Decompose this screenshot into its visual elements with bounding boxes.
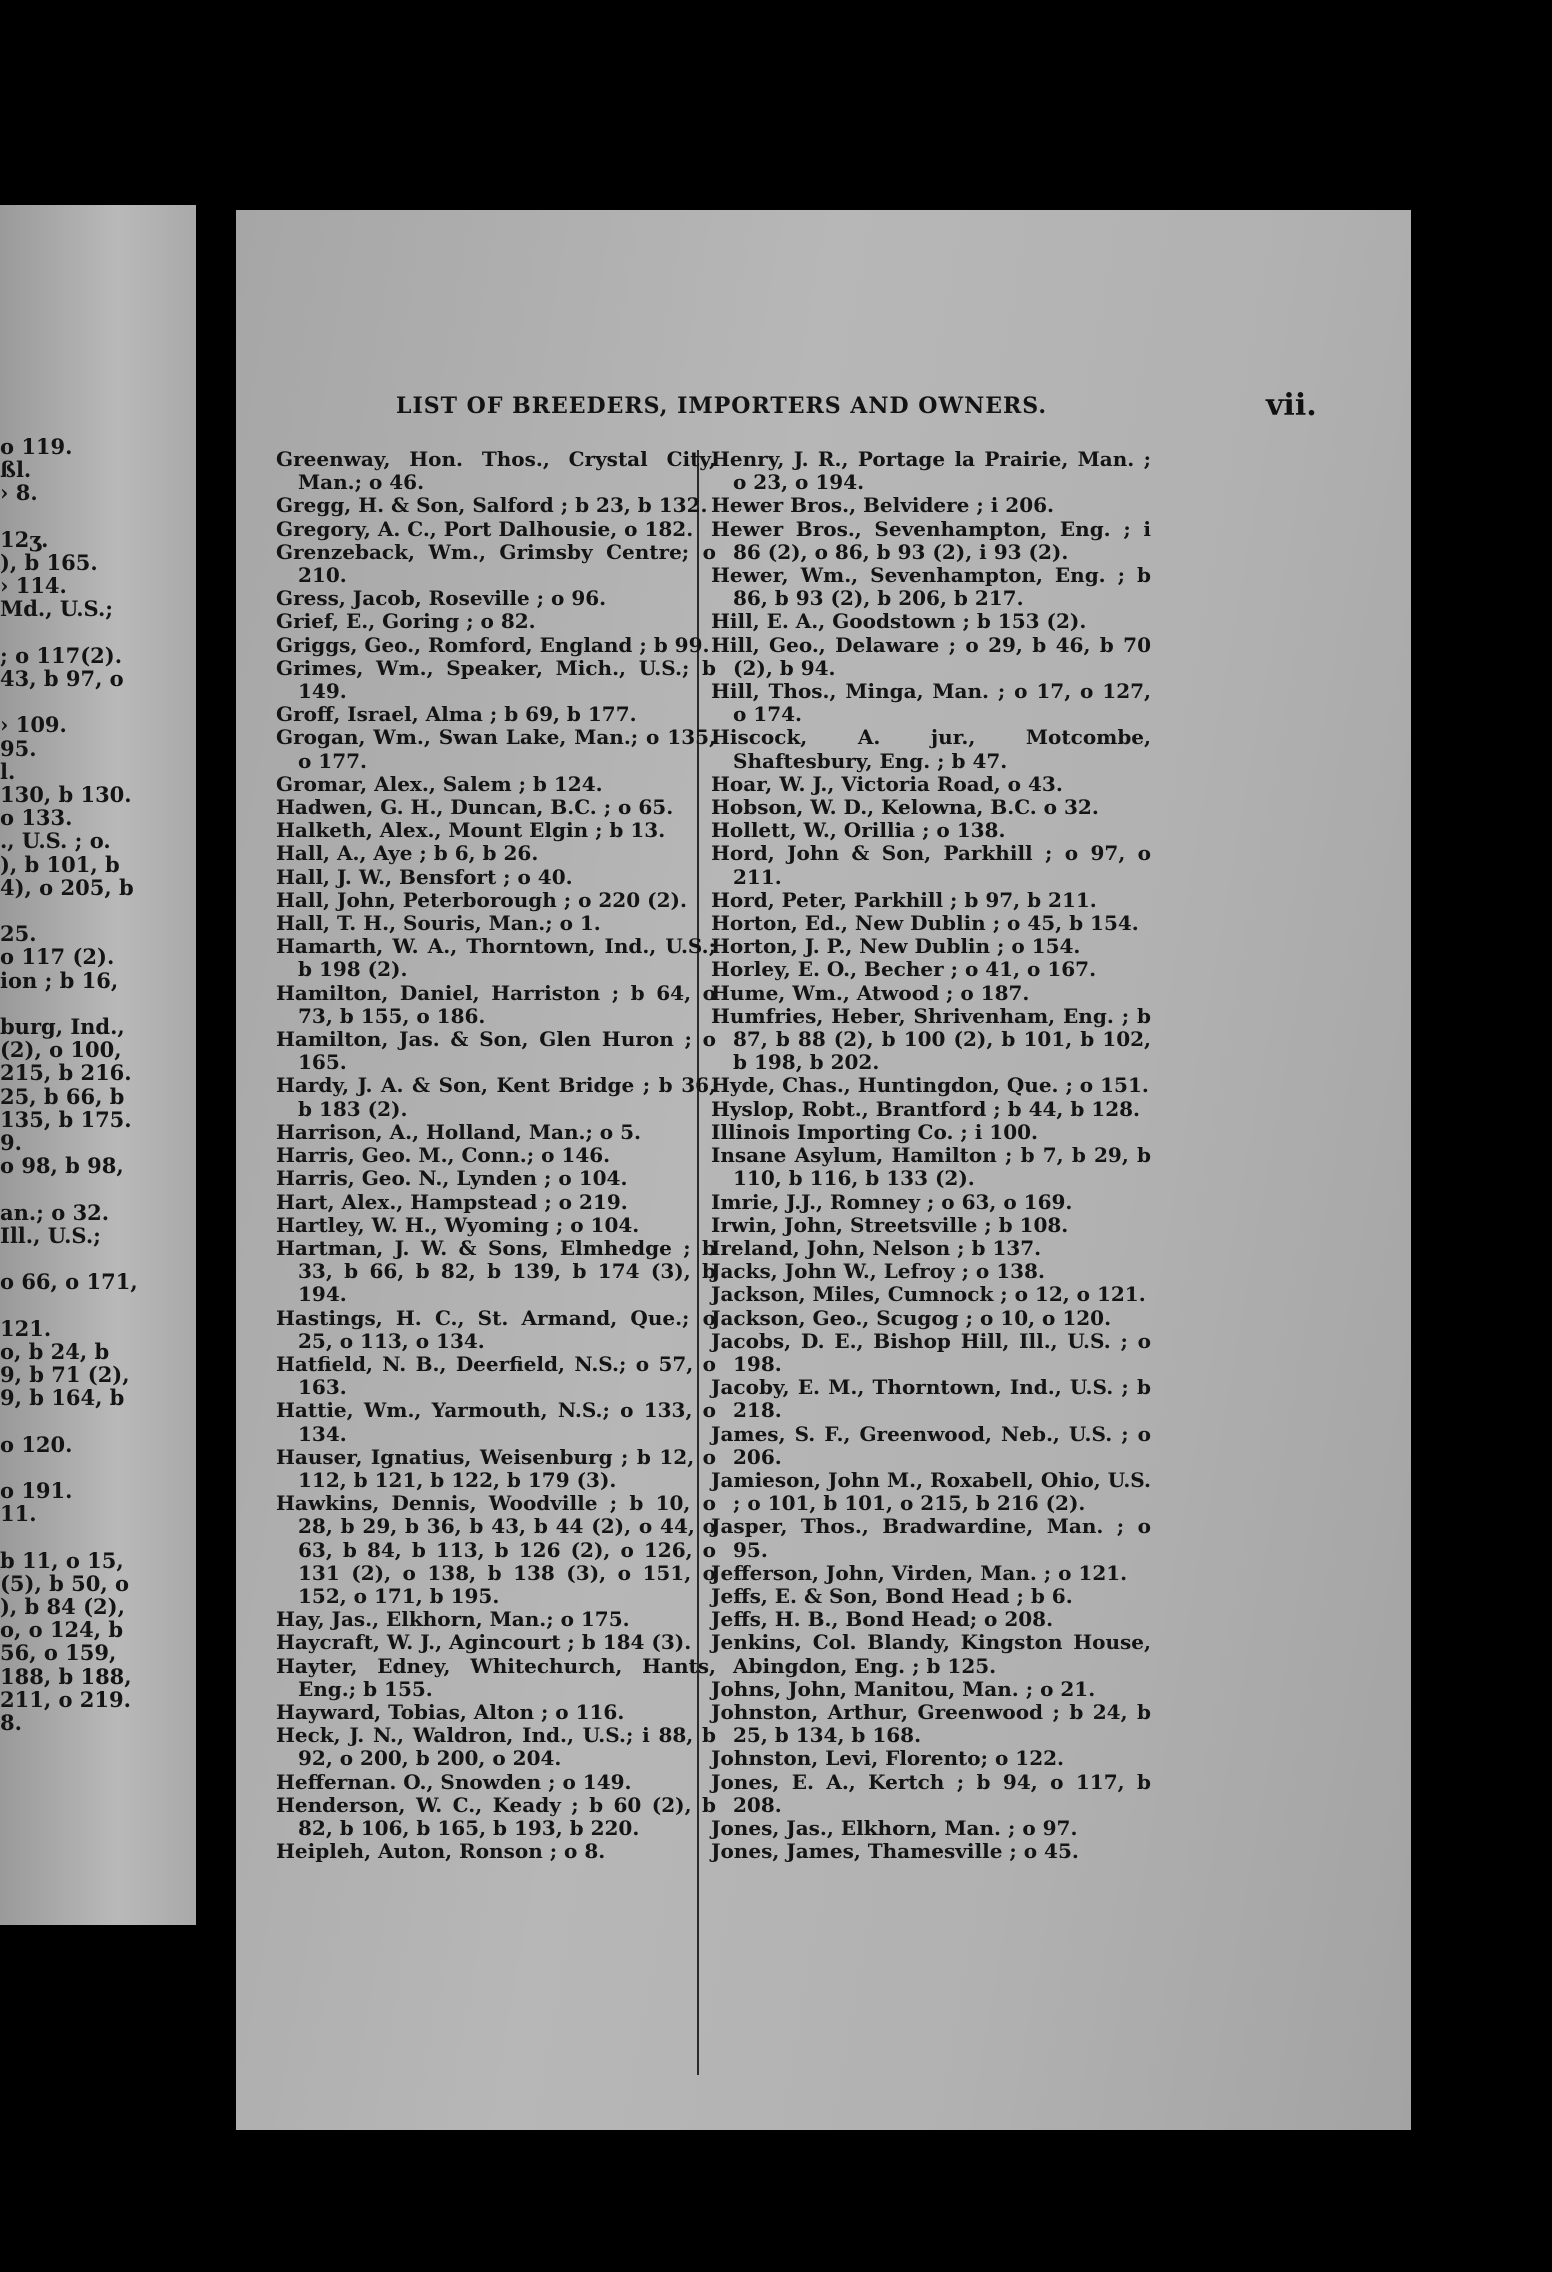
index-entry: Jeffs, H. B., Bond Head; o 208.: [711, 1607, 1054, 1632]
index-entry: Hall, A., Aye ; b 6, b 26.: [276, 841, 539, 866]
index-entry: Hewer Bros., Sevenhampton, Eng. ; i 86 (2), o 86, b 93 (2), i 93 (2).: [711, 516, 1151, 564]
index-entry: Hewer Bros., Belvidere ; i 206.: [711, 493, 1054, 518]
left-page-line: 188, b 188,: [0, 1663, 132, 1689]
left-page-line: 95.: [0, 735, 37, 761]
index-entry: Hall, J. W., Bensfort ; o 40.: [276, 864, 573, 889]
index-entry: Jacks, John W., Lefroy ; o 138.: [711, 1259, 1045, 1284]
index-entry: Jamieson, John M., Roxabell, Ohio, U.S. ; o 101, b 101, o 215, b 216 (2).: [711, 1467, 1151, 1516]
left-page-line: (2), o 100,: [0, 1037, 122, 1063]
index-entry: Hewer, Wm., Sevenhampton, Eng. ; b 86, b 93 (2), b 206, b 217.: [711, 563, 1151, 611]
index-entry: Henry, J. R., Portage la Prairie, Man. ; o 23, o 194.: [711, 447, 1151, 495]
left-page-line: 130, b 130.: [0, 782, 132, 807]
left-page-line: 25, b 66, b: [0, 1083, 125, 1109]
left-page-line: › 114.: [0, 573, 67, 599]
page-number: vii.: [1266, 388, 1317, 423]
index-entry: Hord, John & Son, Parkhill ; o 97, o 211.: [711, 841, 1151, 889]
index-entry: Grenzeback, Wm., Grimsby Centre; o 210.: [276, 539, 716, 588]
index-entry: Hartley, W. H., Wyoming ; o 104.: [276, 1212, 640, 1237]
index-entry: Hume, Wm., Atwood ; o 187.: [711, 980, 1030, 1005]
left-page-line: o 119.: [0, 434, 73, 459]
index-column-right: [711, 448, 1151, 1863]
left-page-line: o, o 124, b: [0, 1617, 124, 1643]
index-entry: Jackson, Geo., Scugog ; o 10, o 120.: [711, 1305, 1112, 1330]
left-page-line: 215, b 216.: [0, 1060, 132, 1086]
index-entry: James, S. F., Greenwood, Neb., U.S. ; o 206.: [711, 1421, 1151, 1469]
index-entry: Heck, J. N., Waldron, Ind., U.S.; i 88, b 92, o 200, b 200, o 204.: [276, 1723, 716, 1771]
index-entry: Illinois Importing Co. ; i 100.: [711, 1119, 1039, 1144]
index-entry: Hill, Thos., Minga, Man. ; o 17, o 127, o 174.: [711, 679, 1151, 727]
left-page-line: o 117 (2).: [0, 944, 115, 970]
left-page-line: o, b 24, b: [0, 1338, 110, 1364]
left-page-line: o 66, o 171,: [0, 1269, 138, 1295]
index-entry: Hall, John, Peterborough ; o 220 (2).: [276, 887, 687, 912]
left-page-line: 43, b 97, o: [0, 666, 124, 691]
index-entry: Harris, Geo. N., Lynden ; o 104.: [276, 1166, 628, 1191]
left-page-line: › 109.: [0, 712, 67, 738]
index-entry: Haycraft, W. J., Agincourt ; b 184 (3).: [276, 1630, 692, 1655]
left-page-line: 8.: [0, 1710, 22, 1735]
index-entry: Gress, Jacob, Roseville ; o 96.: [276, 586, 607, 611]
left-page-line: 9, b 164, b: [0, 1385, 125, 1411]
left-page-line: ßl.: [0, 457, 32, 483]
index-entry: Jeffs, E. & Son, Bond Head ; b 6.: [711, 1583, 1073, 1608]
index-entry: Grogan, Wm., Swan Lake, Man.; o 135, o 177.: [276, 725, 716, 773]
right-page: [236, 210, 1411, 2130]
index-entry: Jacobs, D. E., Bishop Hill, Ill., U.S. ; o 198.: [711, 1328, 1151, 1376]
index-entry: Irwin, John, Streetsville ; b 108.: [711, 1212, 1069, 1237]
left-page-line: ; o 117(2).: [0, 642, 123, 668]
index-entry: Hay, Jas., Elkhorn, Man.; o 175.: [276, 1607, 630, 1632]
index-entry: Jackson, Miles, Cumnock ; o 12, o 121.: [711, 1282, 1146, 1307]
index-entry: Hord, Peter, Parkhill ; b 97, b 211.: [711, 887, 1097, 912]
index-entry: Hamilton, Daniel, Harriston ; b 64, o 73, b 155, o 186.: [276, 980, 716, 1028]
left-page-line: 121.: [0, 1315, 52, 1341]
index-entry: Heffernan. O., Snowden ; o 149.: [276, 1769, 632, 1794]
left-page-line: ), b 101, b: [0, 851, 120, 877]
index-entry: Imrie, J.J., Romney ; o 63, o 169.: [711, 1189, 1073, 1214]
index-entry: Johnston, Levi, Florento; o 122.: [711, 1746, 1064, 1771]
left-page-line: an.; o 32.: [0, 1199, 110, 1225]
left-page-line: o 133.: [0, 805, 73, 831]
left-page-line: burg, Ind.,: [0, 1014, 125, 1039]
index-entry: Hawkins, Dennis, Woodville ; b 10, o 28, b 29, b 36, b 43, b 44 (2), o 44, o 63, b 84, b 113, b 126 (2), o 126, o 131 (2), o 138, b 138 (3), o 151, o 152, o 171, b 195.: [276, 1491, 716, 1608]
index-entry: Hayter, Edney, Whitechurch, Hants, Eng.; b 155.: [276, 1653, 716, 1701]
index-entry: Hartman, J. W. & Sons, Elmhedge ; b 33, b 66, b 82, b 139, b 174 (3), b 194.: [276, 1235, 716, 1307]
left-page-fragment: [0, 205, 196, 1925]
left-page-line: 211, o 219.: [0, 1686, 131, 1712]
index-entry: Groff, Israel, Alma ; b 69, b 177.: [276, 702, 637, 727]
index-entry: Grimes, Wm., Speaker, Mich., U.S.; b 149.: [276, 655, 716, 704]
index-entry: Hill, Geo., Delaware ; o 29, b 46, b 70 (2), b 94.: [711, 632, 1151, 680]
left-page-line: ion ; b 16,: [0, 967, 119, 993]
index-entry: Griggs, Geo., Romford, England ; b 99.: [276, 632, 710, 657]
index-entry: Harris, Geo. M., Conn.; o 146.: [276, 1143, 611, 1168]
left-page-line: 135, b 175.: [0, 1106, 132, 1132]
index-entry: Gregg, H. & Son, Salford ; b 23, b 132.: [276, 493, 708, 518]
index-entry: Jacoby, E. M., Thorntown, Ind., U.S. ; b 218.: [711, 1375, 1151, 1423]
index-entry: Hyde, Chas., Huntingdon, Que. ; o 151.: [711, 1073, 1149, 1098]
index-entry: Jefferson, John, Virden, Man. ; o 121.: [711, 1560, 1128, 1585]
index-entry: Hamarth, W. A., Thorntown, Ind., U.S.; b 198 (2).: [276, 934, 716, 982]
index-entry: Grief, E., Goring ; o 82.: [276, 609, 536, 634]
index-entry: Hill, E. A., Goodstown ; b 153 (2).: [711, 609, 1087, 634]
left-page-line: (5), b 50, o: [0, 1570, 129, 1596]
index-entry: Harrison, A., Holland, Man.; o 5.: [276, 1119, 641, 1144]
index-entry: Jasper, Thos., Bradwardine, Man. ; o 95.: [711, 1514, 1151, 1562]
index-entry: Hoar, W. J., Victoria Road, o 43.: [711, 771, 1063, 796]
left-page-line: l.: [0, 758, 16, 784]
left-page-line: 11.: [0, 1501, 37, 1527]
index-entry: Horley, E. O., Becher ; o 41, o 167.: [711, 957, 1097, 982]
index-entry: Horton, J. P., New Dublin ; o 154.: [711, 934, 1081, 959]
index-entry: Gromar, Alex., Salem ; b 124.: [276, 771, 603, 796]
left-page-line: Md., U.S.;: [0, 596, 114, 622]
left-page-line: 12ʒ.: [0, 526, 49, 552]
left-page-line: 4), o 205, b: [0, 874, 134, 900]
index-entry: Hatfield, N. B., Deerfield, N.S.; o 57, o 163.: [276, 1351, 716, 1400]
index-entry: Jones, Jas., Elkhorn, Man. ; o 97.: [711, 1815, 1078, 1840]
left-page-line: ), b 84 (2),: [0, 1594, 125, 1619]
index-entry: Jenkins, Col. Blandy, Kingston House, Abingdon, Eng. ; b 125.: [711, 1630, 1151, 1678]
index-entry: Hayward, Tobias, Alton ; o 116.: [276, 1699, 625, 1724]
index-entry: Jones, E. A., Kertch ; b 94, o 117, b 208.: [711, 1769, 1151, 1817]
index-entry: Hiscock, A. jur., Motcombe, Shaftesbury, Eng. ; b 47.: [711, 725, 1151, 773]
index-column-left: [276, 448, 716, 1863]
left-page-line: b 11, o 15,: [0, 1547, 124, 1573]
index-entry: Humfries, Heber, Shrivenham, Eng. ; b 87, b 88 (2), b 100 (2), b 101, b 102, b 198, b 202.: [711, 1003, 1151, 1075]
left-page-line: 56, o 159,: [0, 1640, 117, 1666]
left-page-line: 25.: [0, 921, 37, 947]
index-entry: Hamilton, Jas. & Son, Glen Huron ; o 165.: [276, 1027, 716, 1075]
left-page-line: › 8.: [0, 480, 38, 506]
index-entry: Hauser, Ignatius, Weisenburg ; b 12, o 112, b 121, b 122, b 179 (3).: [276, 1444, 716, 1492]
left-page-line: o 120.: [0, 1431, 73, 1457]
index-entry: Hall, T. H., Souris, Man.; o 1.: [276, 911, 601, 936]
left-page-line: 9, b 71 (2),: [0, 1362, 130, 1387]
index-entry: Johnston, Arthur, Greenwood ; b 24, b 25, b 134, b 168.: [711, 1699, 1151, 1748]
index-entry: Insane Asylum, Hamilton ; b 7, b 29, b 110, b 116, b 133 (2).: [711, 1143, 1151, 1191]
index-entry: Hastings, H. C., St. Armand, Que.; o 25, o 113, o 134.: [276, 1305, 716, 1353]
index-entry: Horton, Ed., New Dublin ; o 45, b 154.: [711, 911, 1139, 936]
left-page-line: ), b 165.: [0, 550, 98, 575]
index-entry: Halketh, Alex., Mount Elgin ; b 13.: [276, 818, 666, 843]
left-page-line: ., U.S. ; o.: [0, 828, 111, 854]
index-entry: Ireland, John, Nelson ; b 137.: [711, 1235, 1042, 1260]
index-entry: Hadwen, G. H., Duncan, B.C. ; o 65.: [276, 795, 674, 820]
index-entry: Heipleh, Auton, Ronson ; o 8.: [276, 1839, 606, 1864]
index-entry: Hardy, J. A. & Son, Kent Bridge ; b 36, b 183 (2).: [276, 1073, 716, 1121]
index-entry: Henderson, W. C., Keady ; b 60 (2), b 82, b 106, b 165, b 193, b 220.: [276, 1792, 716, 1840]
index-entry: Hobson, W. D., Kelowna, B.C. o 32.: [711, 795, 1099, 820]
left-page-line: 9.: [0, 1130, 22, 1155]
left-page-line: Ill., U.S.;: [0, 1222, 101, 1248]
index-entry: Hart, Alex., Hampstead ; o 219.: [276, 1189, 628, 1214]
index-entry: Greenway, Hon. Thos., Crystal City, Man.; o 46.: [276, 447, 716, 495]
index-entry: Johns, John, Manitou, Man. ; o 21.: [711, 1676, 1096, 1701]
left-page-line: o 98, b 98,: [0, 1153, 124, 1179]
index-entry: Hyslop, Robt., Brantford ; b 44, b 128.: [711, 1096, 1141, 1121]
index-entry: Gregory, A. C., Port Dalhousie, o 182.: [276, 516, 694, 541]
index-entry: Hattie, Wm., Yarmouth, N.S.; o 133, o 134.: [276, 1398, 716, 1446]
left-page-line: o 191.: [0, 1478, 73, 1503]
index-entry: Jones, James, Thamesville ; o 45.: [711, 1839, 1079, 1864]
page-header: LIST OF BREEDERS, IMPORTERS AND OWNERS.: [396, 393, 1048, 419]
index-entry: Hollett, W., Orillia ; o 138.: [711, 818, 1006, 843]
